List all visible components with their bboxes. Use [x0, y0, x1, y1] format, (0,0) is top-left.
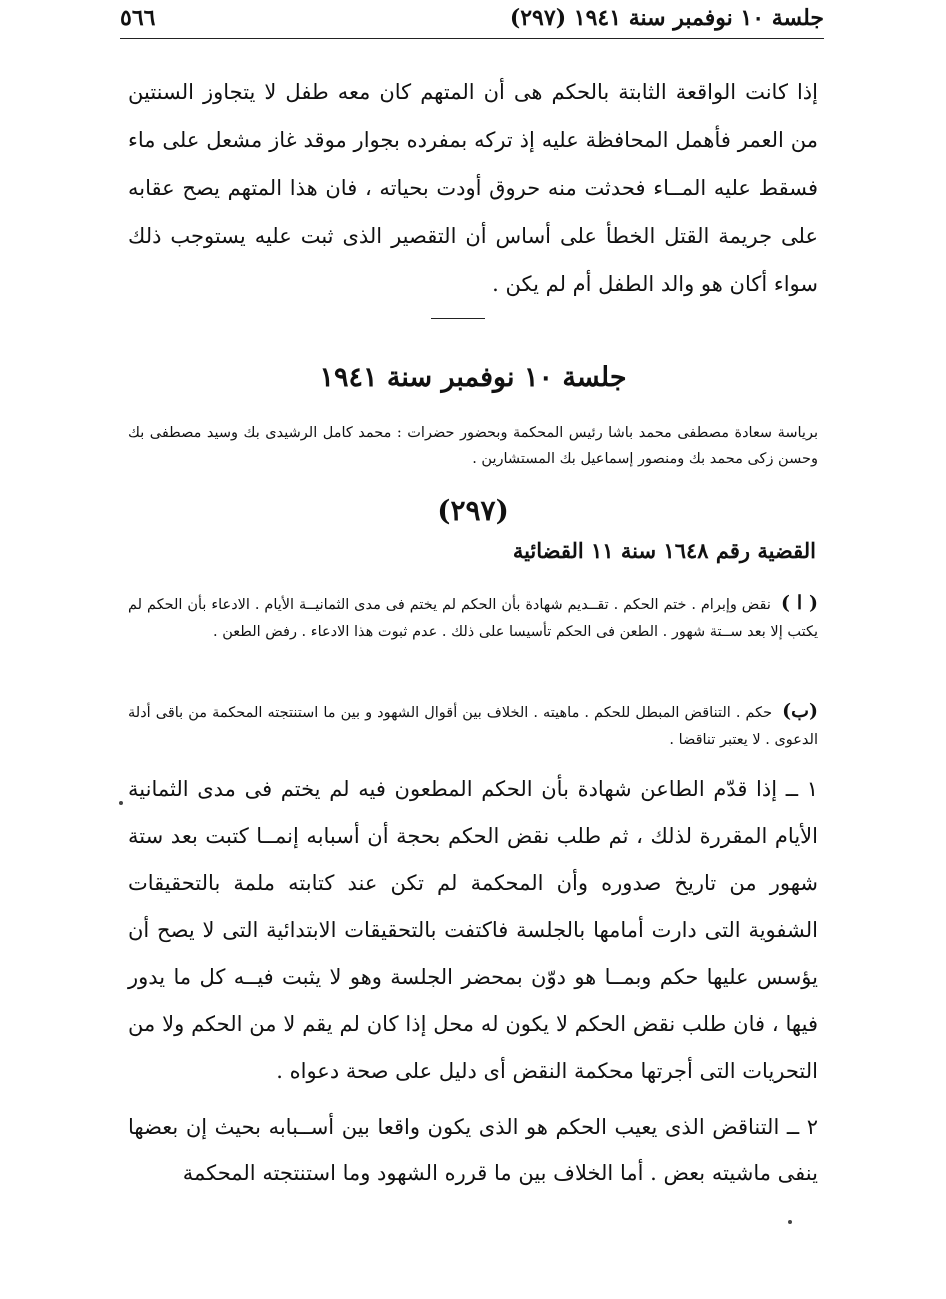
- previous-ruling-paragraph: إذا كانت الواقعة الثابتة بالحكم هى أن المتهم كان معه طفل لا يتجاوز السنتين من العمر فأهمل المحافظة عليه إذ تركه بمفرده بجوار موقد غاز مشعل على ماء فسقط عليه المــاء فحدثت منه حروق أودت بحياته ، فان هذا المتهم يصح عقابه على جريمة القتل الخطأ على أساس أن التقصير الذى ثبت عليه يستوجب ذلك سواء أكان هو والد الطفل أم لم يكن .: [128, 80, 818, 296]
- header-rule: [120, 38, 824, 39]
- summary-item-a: [128, 590, 818, 646]
- presidency-line: برياسة سعادة مصطفى محمد باشا رئيس المحكمة وبحضور حضرات : محمد كامل الرشيدى بك وسيد مصطفى بك وحسن زكى محمد بك ومنصور إسماعيل بك المستشارين .: [128, 425, 818, 467]
- case-number: (٢٩٧): [437, 494, 509, 527]
- summary-text-b: حكم . التناقض المبطل للحكم . ماهيته . الخلاف بين أقوال الشهود و بين ما استنتجته المحكمة من باقى أدلة الدعوى . لا يعتبر تناقضا .: [128, 705, 818, 748]
- principle-paragraph-1: ١ ــ إذا قدّم الطاعن شهادة بأن الحكم المطعون فيه لم يختم فى مدى الثمانية الأيام المقررة لذلك ، ثم طلب نقض الحكم بحجة أن أسبابه إنمــا كتبت بعد ستة شهور من تاريخ صدوره وأن المحكمة لم تكن عند كتابته ملمة بالتحقيقات الشفوية التى دارت أمامها بالجلسة فاكتفت بالتحقيقات الابتدائية التى لا يصح أن يؤسس عليها حكم وبمــا هو دوّن بمحضر الجلسة وهو لا يثبت فيــه كل ما يدور فيها ، فان طلب نقض الحكم لا يكون له محل إذا كان لم يقم لا من الحكم ولا من التحريات التى أجرتها محكمة النقض أى دليل على صحة دعواه .: [128, 777, 818, 1083]
- principle-paragraph-2: ٢ ــ التناقض الذى يعيب الحكم هو الذى يكون واقعا بين أســبابه بحيث إن بعضها ينفى ماشيته بعض . أما الخلاف بين ما قرره الشهود وما استنتجته المحكمة: [128, 1115, 818, 1185]
- page-header: [120, 0, 824, 36]
- scan-speck: [788, 1220, 792, 1224]
- summary-label-a: ( ا ): [780, 592, 818, 614]
- scan-speck: [119, 801, 123, 805]
- summary-label-b: (ب): [782, 700, 818, 722]
- summary-text-a: نقض وإبرام . ختم الحكم . تقــديم شهادة بأن الحكم لم يختم فى مدى الثمانيــة الأيام . الادعاء بأن الحكم لم يكتب إلا بعد ســتة شهور . الطعن فى الحكم تأسيسا على ذلك . عدم ثبوت هذا الادعاء . رفض الطعن .: [128, 597, 818, 640]
- running-title: جلسة ١٠ نوفمبر سنة ١٩٤١ (٢٩٧): [509, 5, 824, 31]
- section-divider: [431, 318, 485, 319]
- case-title: القضية رقم ١٦٤٨ سنة ١١ القضائية: [512, 538, 816, 563]
- page-number: ٥٦٦: [120, 5, 156, 31]
- summary-item-b: [128, 698, 818, 754]
- session-title: جلسة ١٠ نوفمبر سنة ١٩٤١: [319, 362, 627, 393]
